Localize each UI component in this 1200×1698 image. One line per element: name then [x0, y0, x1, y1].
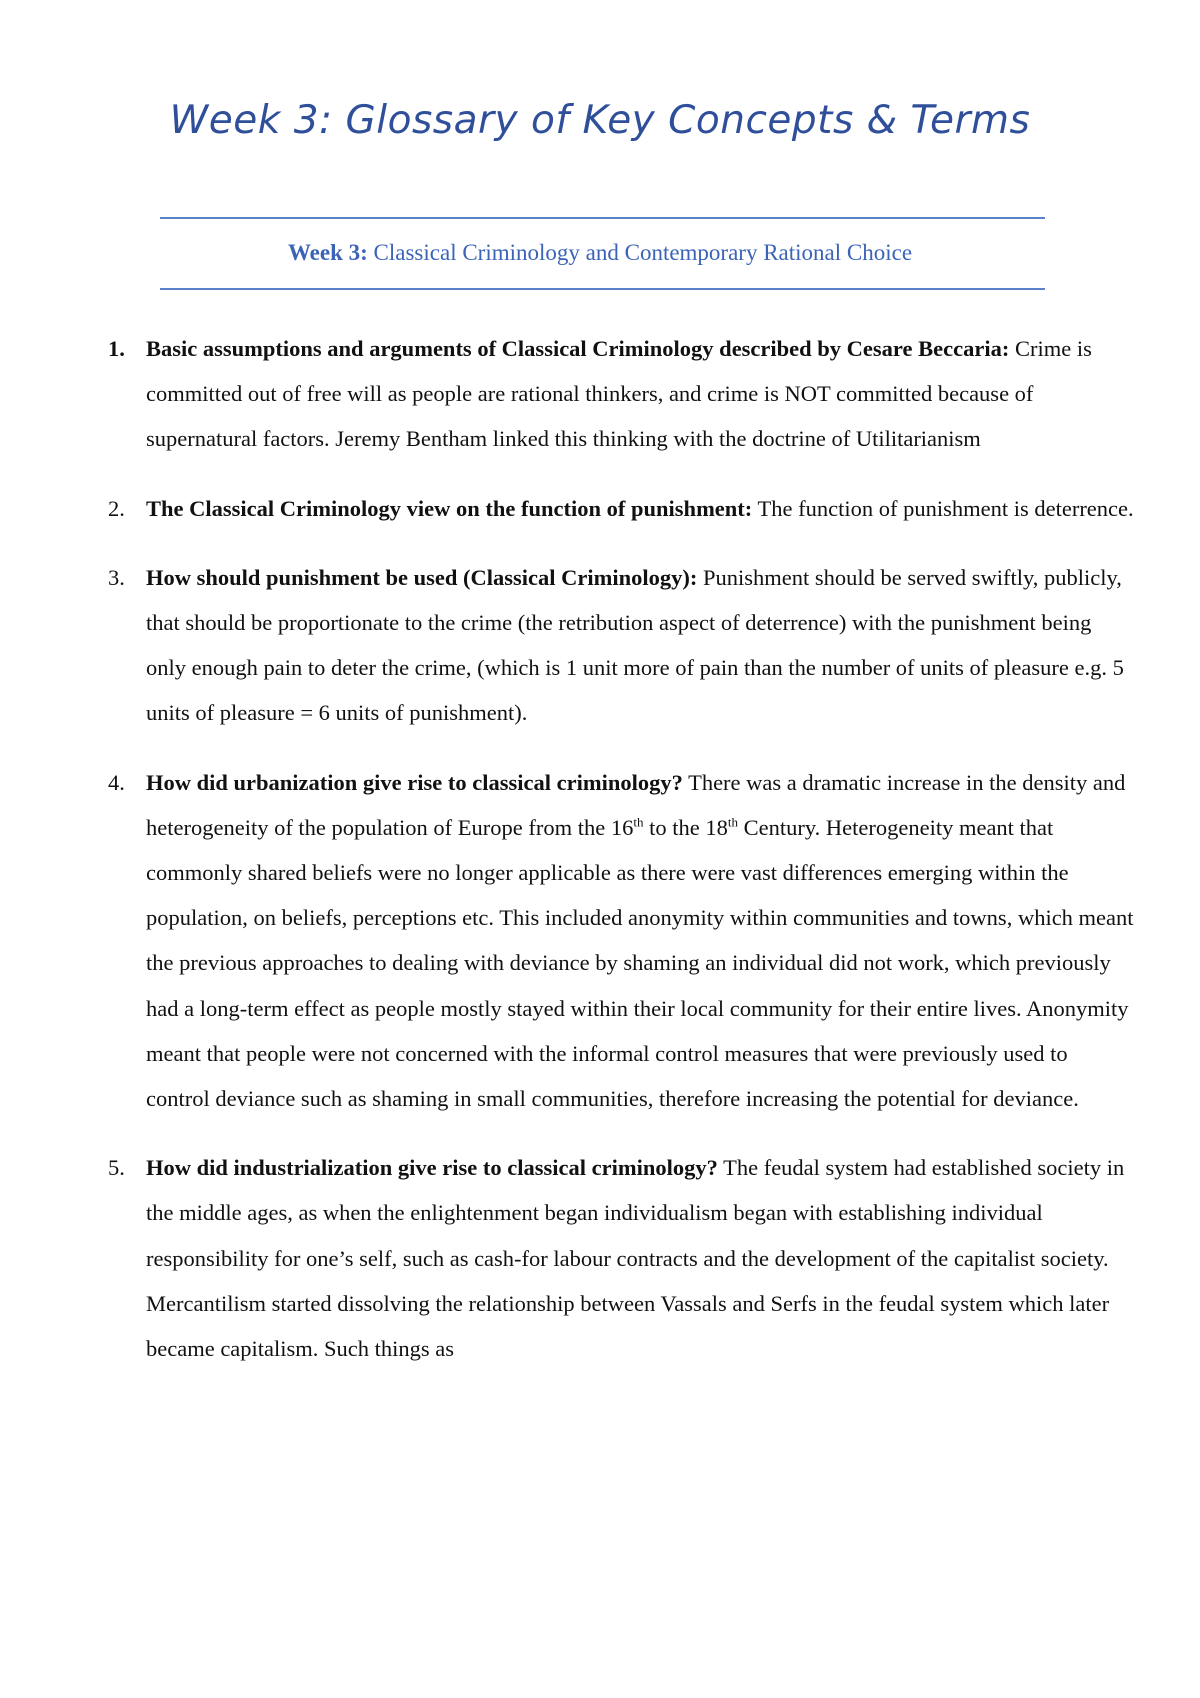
item-definition: There was a dramatic increase in the density and heterogeneity of the population of Europe from the 16 [146, 769, 1126, 840]
glossary-list [100, 326, 1136, 1395]
item-number: 2. [108, 495, 125, 521]
item-definition: Century. Heterogeneity meant that commonly shared beliefs were no longer applicable as there were vast differences emerging within the population, on beliefs, perceptions etc. This included anonymity within communities and towns, which meant the previous approaches to dealing with deviance by shaming an individual did not work, which previously had a long-term effect as people mostly stayed within their local community for their entire lives. Anonymity meant that people were not concerned with the informal control measures that were previously used to control deviance such as shaming in small communities, therefore increasing the potential for deviance. [146, 814, 1134, 1112]
item-definition: Crime is committed out of free will as people are rational thinkers, and crime is NOT committed because of supernatural factors. Jeremy Bentham linked this thinking with the doctrine of Utilitarianism [146, 336, 1092, 452]
item-definition: to the 18 [643, 814, 728, 840]
glossary-item [100, 326, 1136, 462]
item-term: The Classical Criminology view on the function of punishment: [146, 495, 753, 521]
subtitle-week: Week 3: [287, 240, 368, 265]
item-term: Basic assumptions and arguments of Classical Criminology described by Cesare Beccaria: [146, 336, 1010, 361]
glossary-item [100, 1145, 1136, 1371]
subtitle-text: Classical Criminology and Contemporary Rational Choice [367, 240, 913, 265]
item-number: 1. [108, 336, 125, 361]
page-title: Week 3: Glossary of Key Concepts & Terms [169, 98, 1031, 143]
glossary-item [100, 760, 1136, 1122]
item-definition: The feudal system had established society in the middle ages, as when the enlightenment began individualism began with establishing individual responsibility for one’s self, such as cash-for labour contracts and the development of the capitalist society. Mercantilism started dissolving the relationship between Vassals and Serfs in the feudal system which later became capitalism. Such things as [146, 1155, 1125, 1362]
glossary-item [100, 555, 1136, 736]
item-number: 5. [108, 1155, 125, 1181]
glossary-item [100, 486, 1136, 531]
item-definition: Punishment should be served swiftly, publicly, that should be proportionate to the crime (the retribution aspect of deterrence) with the punishment being only enough pain to deter the crime, (which is 1 unit more of pain than the number of units of pleasure e.g. 5 units of pleasure = 6 units of punishment). [146, 564, 1124, 726]
subtitle [0, 240, 1200, 266]
item-term: How should punishment be used (Classical Criminology): [146, 564, 698, 590]
item-definition: The function of punishment is deterrence. [752, 495, 1134, 521]
item-term: How did urbanization give rise to classical criminology? [146, 769, 683, 795]
item-term: How did industrialization give rise to classical criminology? [146, 1155, 718, 1181]
item-number: 3. [108, 564, 125, 590]
bottom-divider [160, 288, 1045, 290]
item-number: 4. [108, 769, 125, 795]
top-divider [160, 217, 1045, 219]
superscript: th [633, 814, 644, 830]
superscript: th [727, 814, 738, 830]
